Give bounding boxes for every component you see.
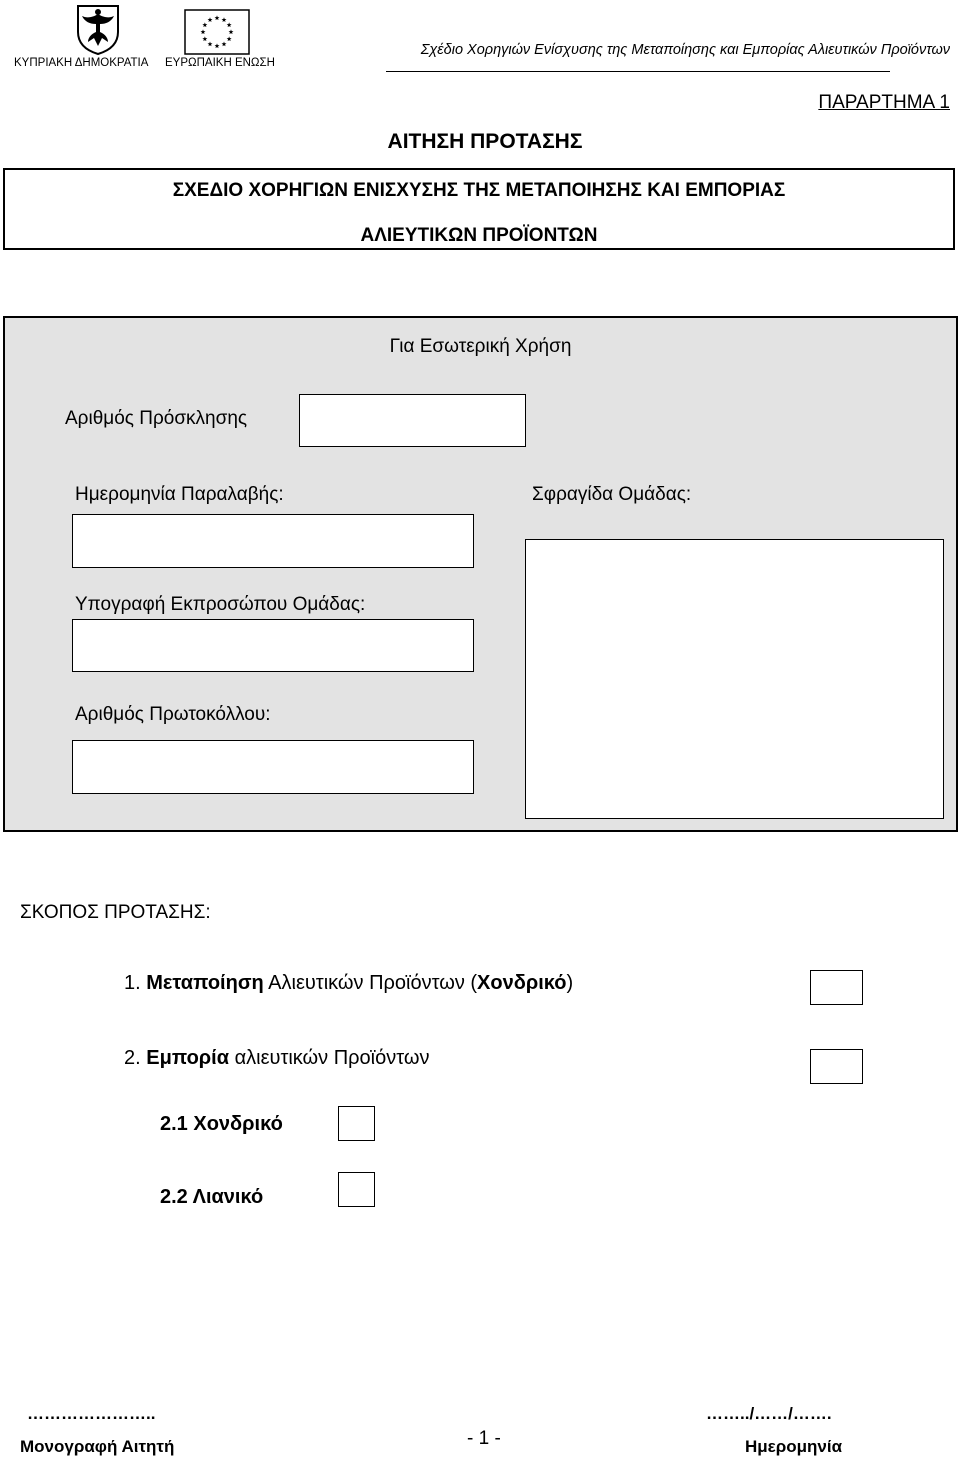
header-rule (386, 71, 890, 72)
eu-flag-icon (184, 9, 250, 55)
protocol-number-label: Αριθμός Πρωτοκόλλου: (75, 704, 271, 725)
option-1-bold: Μεταποίηση (146, 972, 264, 994)
option-2-checkbox[interactable] (810, 1049, 863, 1084)
cyprus-caption: ΚΥΠΡΙΑΚΗ ΔΗΜΟΚΡΑΤΙΑ (14, 57, 149, 69)
option-2-number: 2. (124, 1047, 141, 1069)
protocol-number-field[interactable] (72, 740, 474, 794)
scheme-title-box (3, 168, 955, 250)
purpose-option-1 (124, 972, 573, 995)
applicant-initials-label: Μονογραφή Αιτητή (20, 1437, 175, 1456)
suboption-2-2-label: 2.2 Λιανικό (160, 1186, 264, 1208)
option-1-number: 1. (124, 972, 141, 994)
document-title: ΑΙΤΗΣΗ ΠΡΟΤΑΣΗΣ (387, 130, 583, 153)
option-1-text: Αλιευτικών Προϊόντων ( (263, 972, 478, 994)
group-stamp-label: Σφραγίδα Ομάδας: (532, 484, 692, 505)
scheme-title-line1: ΣΧΕΔΙΟ ΧΟΡΗΓΙΩΝ ΕΝΙΣΧΥΣΗΣ ΤΗΣ ΜΕΤΑΠΟΙΗΣΗΣ ΚΑΙ ΕΜΠΟΡΙΑΣ (172, 180, 786, 201)
page-number: - 1 - (467, 1428, 501, 1449)
receipt-date-field[interactable] (72, 514, 474, 568)
suboption-2-1-label: 2.1 Χονδρικό (160, 1113, 283, 1135)
invitation-number-field[interactable] (299, 394, 526, 447)
scheme-title-line2: ΑΛΙΕΥΤΙΚΩΝ ΠΡΟΪΟΝΤΩΝ (360, 225, 598, 246)
option-2-text: αλιευτικών Προϊόντων (229, 1047, 430, 1069)
representative-signature-field[interactable] (72, 619, 474, 672)
eu-caption: ΕΥΡΩΠΑΙΚΗ ΕΝΩΣΗ (165, 57, 275, 69)
purpose-title: ΣΚΟΠΟΣ ΠΡΟΤΑΣΗΣ: (20, 902, 211, 923)
suboption-2-1-checkbox[interactable] (338, 1106, 375, 1141)
cyprus-coat-of-arms-icon (72, 2, 124, 56)
date-label: Ημερομηνία (745, 1437, 843, 1456)
representative-signature-label: Υπογραφή Εκπροσώπου Ομάδας: (75, 594, 366, 615)
option-2-bold: Εμπορία (146, 1047, 230, 1069)
date-dots: ……../……/……. (706, 1404, 832, 1423)
option-1-end: ) (566, 972, 574, 994)
annex-label: ΠΑΡΑΡΤΗΜΑ 1 (818, 92, 950, 113)
option-1-bold2: Χονδρικό (477, 972, 567, 994)
group-stamp-field[interactable] (525, 539, 944, 819)
internal-use-panel (3, 316, 958, 832)
signature-dots: ………………….. (27, 1404, 156, 1423)
suboption-2-2-checkbox[interactable] (338, 1172, 375, 1207)
invitation-number-label: Αριθμός Πρόσκλησης (65, 408, 248, 429)
receipt-date-label: Ημερομηνία Παραλαβής: (75, 484, 284, 505)
option-1-checkbox[interactable] (810, 970, 863, 1005)
internal-use-heading: Για Εσωτερική Χρήση (389, 336, 572, 357)
purpose-option-2 (124, 1047, 429, 1070)
running-header: Σχέδιο Χορηγιών Ενίσχυσης της Μεταποίησης και Εμπορίας Αλιευτικών Προϊόντων (420, 42, 950, 58)
